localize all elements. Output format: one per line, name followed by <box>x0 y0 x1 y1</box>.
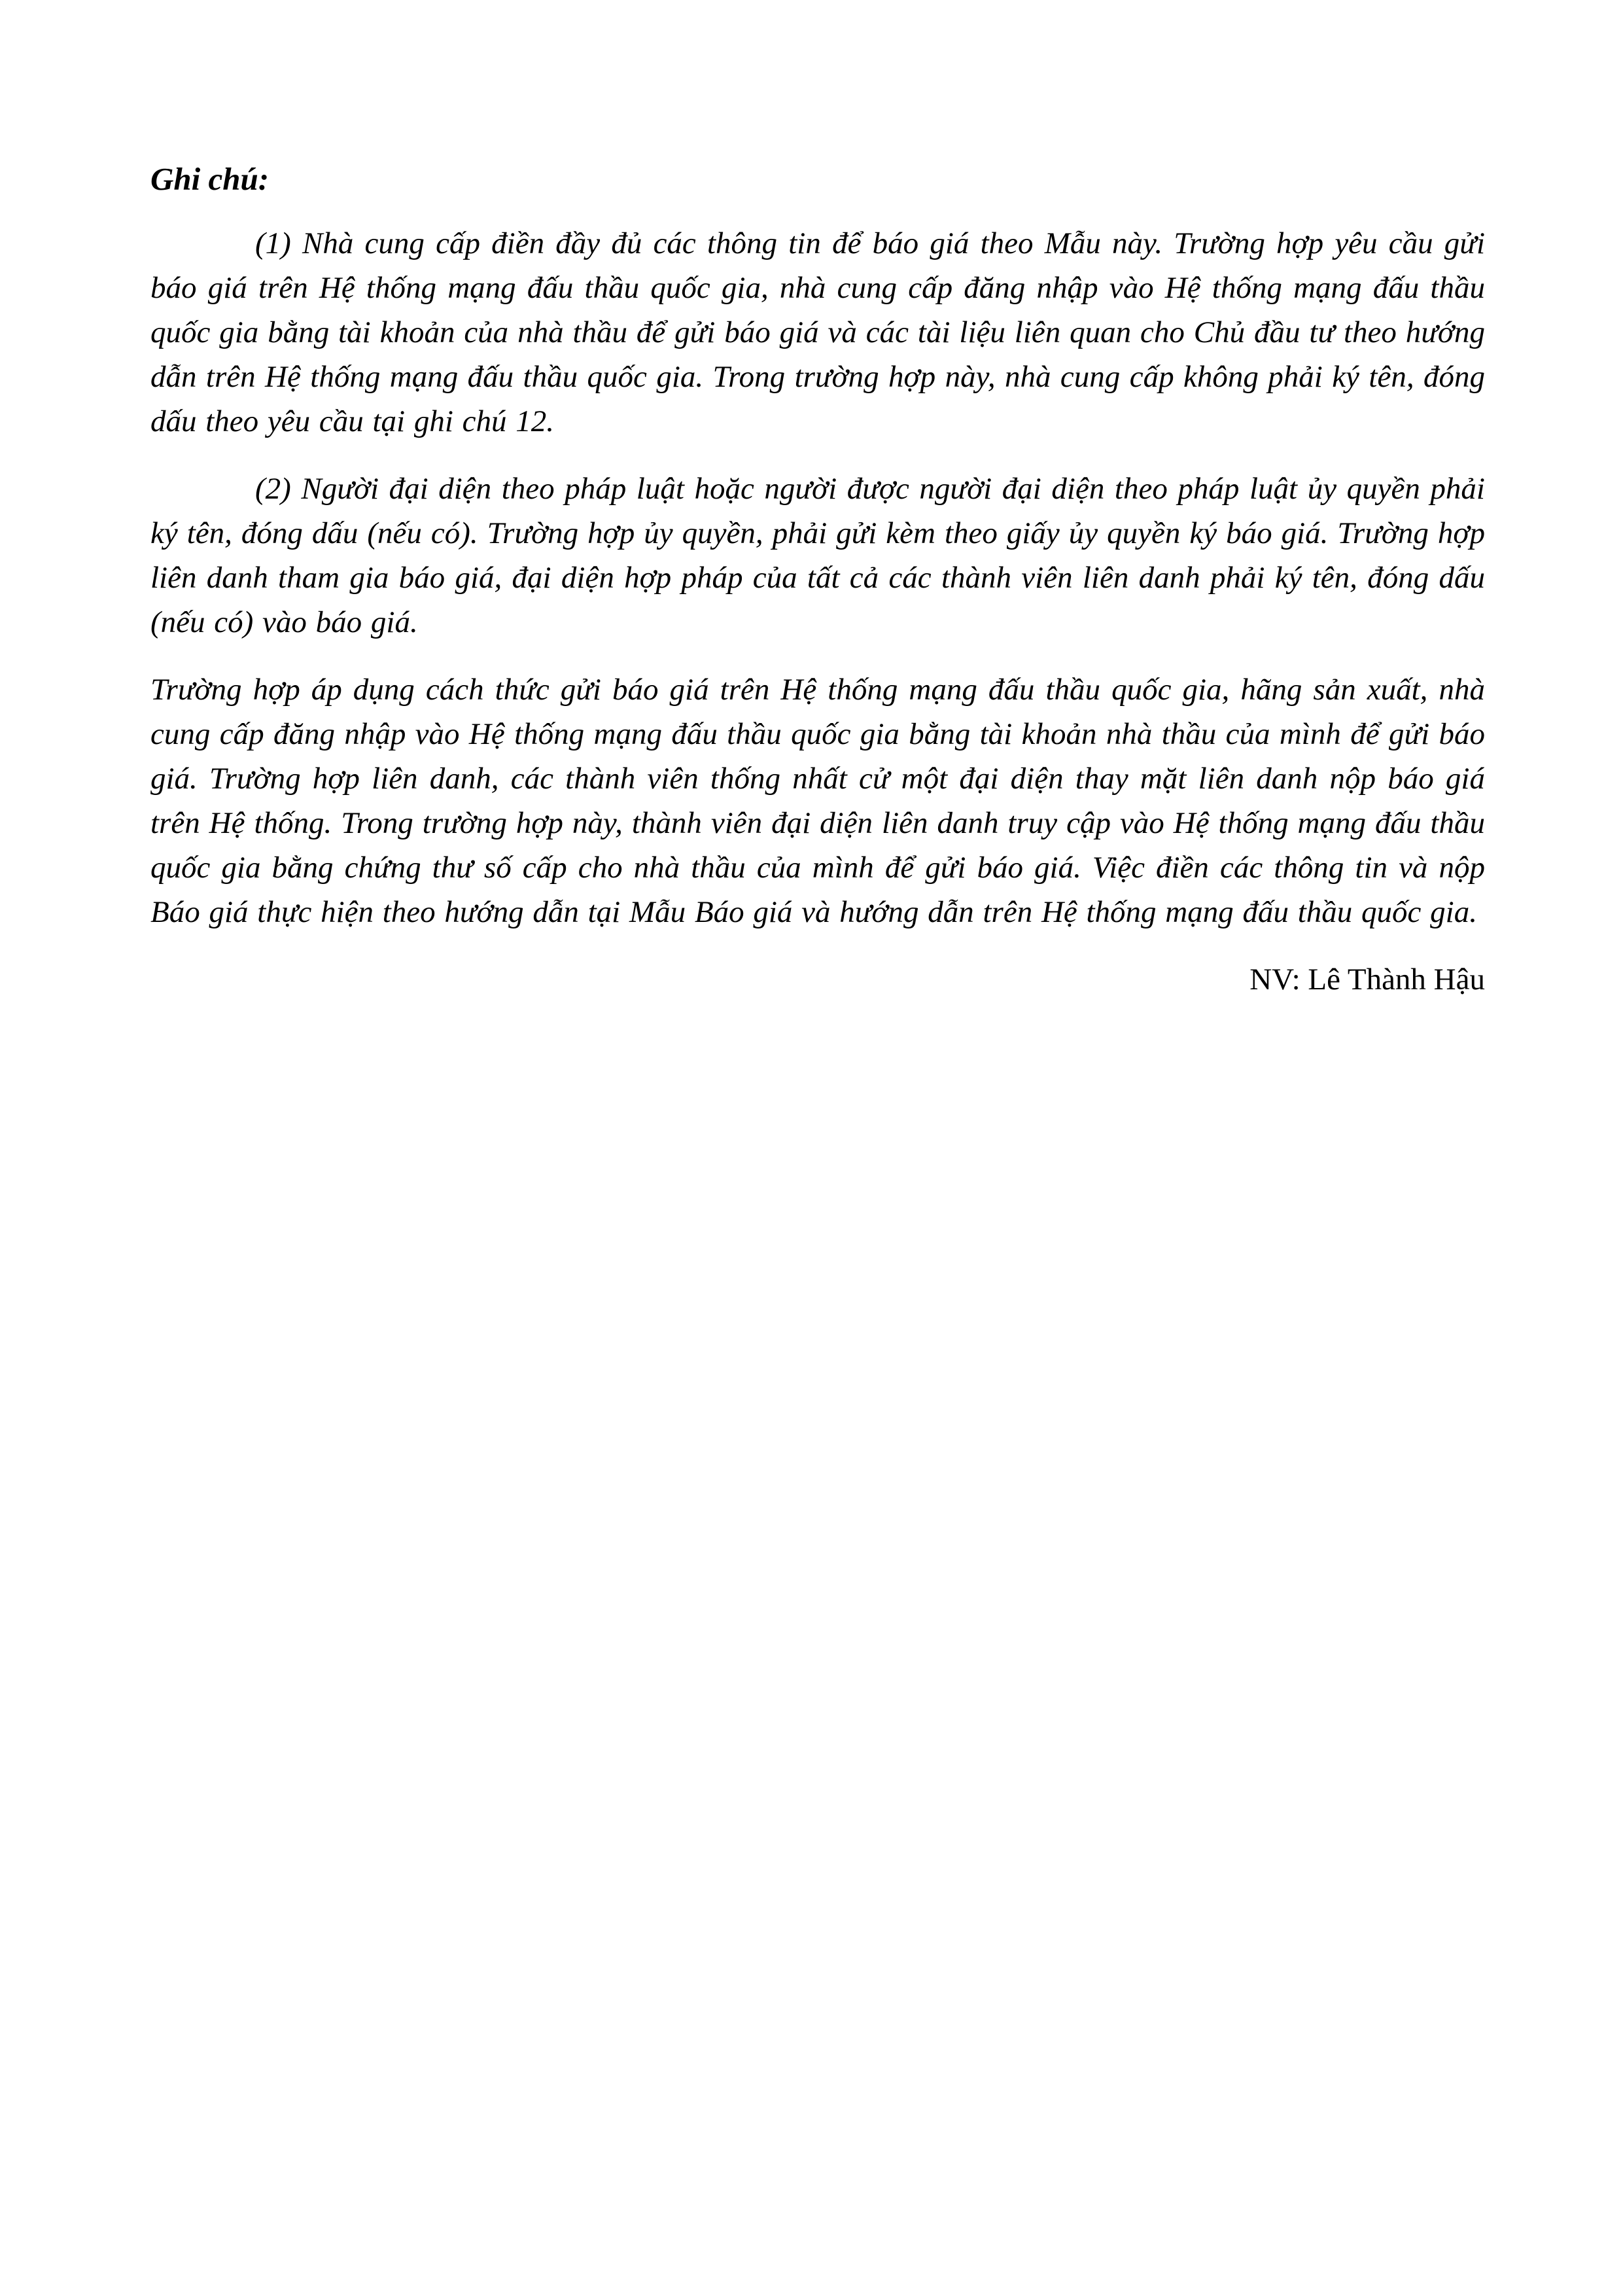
note-paragraph-2: (2) Người đại diện theo pháp luật hoặc người được người đại diện theo pháp luật ủy quyền phải ký tên, đóng dấu (nếu có). Trường hợp ủy quyền, phải gửi kèm theo giấy ủy quyền ký báo giá. Trường hợp liên danh tham gia báo giá, đại diện hợp pháp của tất cả các thành viên liên danh phải ký tên, đóng dấu (nếu có) vào báo giá. <box>150 472 1485 639</box>
note-paragraph-3: Trường hợp áp dụng cách thức gửi báo giá trên Hệ thống mạng đấu thầu quốc gia, hãng sản xuất, nhà cung cấp đăng nhập vào Hệ thống mạng đấu thầu quốc gia bằng tài khoản nhà thầu của mình để gửi báo giá. Trường hợp liên danh, các thành viên thống nhất cử một đại diện thay mặt liên danh nộp báo giá trên Hệ thống. Trong trường hợp này, thành viên đại diện liên danh truy cập vào Hệ thống mạng đấu thầu quốc gia bằng chứng thư số cấp cho nhà thầu của mình để gửi báo giá. Việc điền các thông tin và nộp Báo giá thực hiện theo hướng dẫn tại Mẫu Báo giá và hướng dẫn trên Hệ thống mạng đấu thầu quốc gia. <box>150 673 1485 929</box>
notes-heading: Ghi chú: <box>150 161 270 197</box>
note-paragraph-1: (1) Nhà cung cấp điền đầy đủ các thông tin để báo giá theo Mẫu này. Trường hợp yêu cầu gửi báo giá trên Hệ thống mạng đấu thầu quốc gia, nhà cung cấp đăng nhập vào Hệ thống mạng đấu thầu quốc gia bằng tài khoản của nhà thầu để gửi báo giá và các tài liệu liên quan cho Chủ đầu tư theo hướng dẫn trên Hệ thống mạng đấu thầu quốc gia. Trong trường hợp này, nhà cung cấp không phải ký tên, đóng dấu theo yêu cầu tại ghi chú 12. <box>150 226 1485 438</box>
notes-section <box>150 157 1485 1002</box>
signature-line: NV: Lê Thành Hậu <box>1249 963 1485 997</box>
